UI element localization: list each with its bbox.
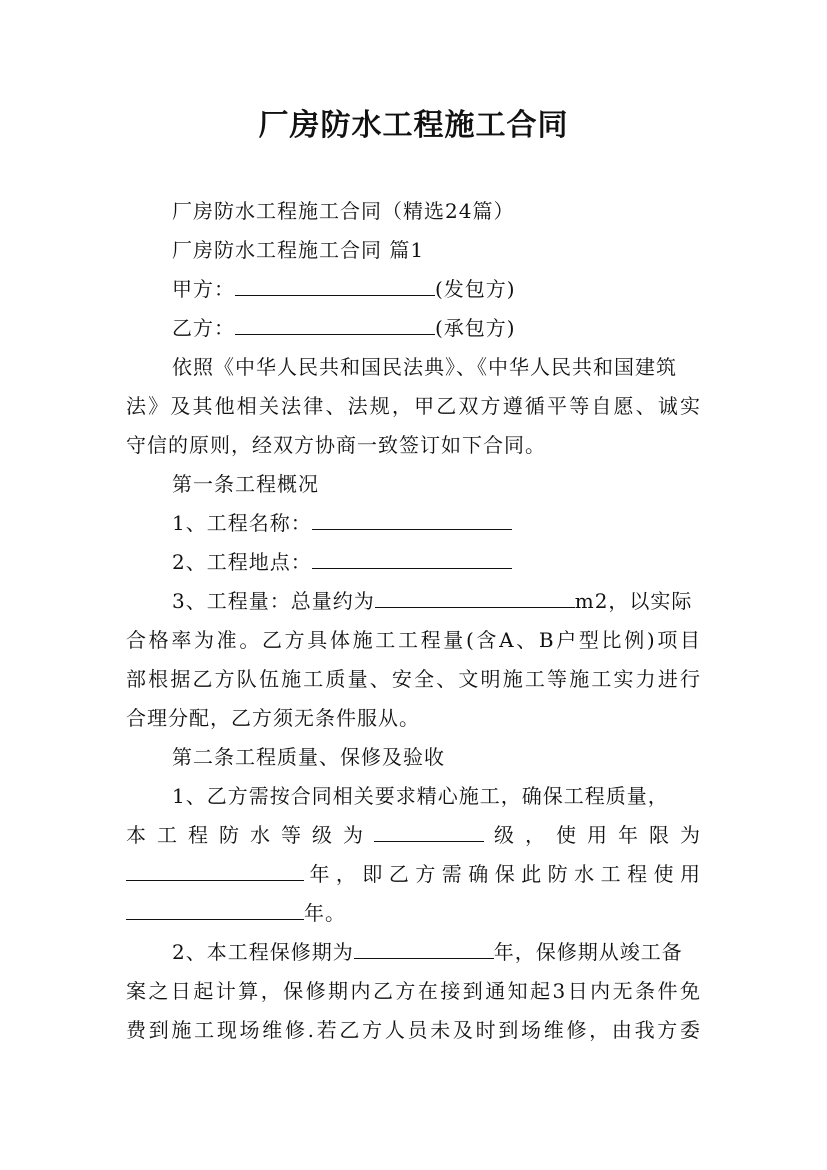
article-1-item-1 bbox=[126, 509, 747, 537]
project-location-blank bbox=[312, 548, 512, 569]
warranty-blank bbox=[354, 938, 494, 959]
article-2-item-1-line-3 bbox=[126, 860, 701, 888]
service-life-suffix: 年，即乙方需确保此防水工程使用 bbox=[304, 862, 701, 886]
article-1-item-3-line-3: 部根据乙方队伍施工质量、安全、文明施工等施工实力进行 bbox=[126, 667, 701, 691]
party-a-label: 甲方： bbox=[172, 277, 235, 301]
intro-line-1: 依照《中华人民共和国民法典》、《中华人民共和国建筑 bbox=[172, 355, 677, 379]
document-subtitle: 厂房防水工程施工合同（精选24篇） bbox=[172, 199, 515, 223]
waterproof-grade-prefix: 本工程防水等级为 bbox=[126, 823, 374, 847]
project-name-blank bbox=[312, 509, 512, 530]
quantity-blank bbox=[375, 587, 575, 608]
waterproof-grade-suffix: 级，使用年限为 bbox=[484, 823, 701, 847]
article-2-heading: 第二条工程质量、保修及验收 bbox=[172, 745, 445, 769]
warranty-suffix: 年，保修期从竣工备 bbox=[493, 940, 683, 964]
project-name-label: 1、工程名称： bbox=[172, 511, 312, 535]
article-2-item-2-line-3: 费到施工现场维修.若乙方人员未及时到场维修，由我方委 bbox=[126, 1018, 701, 1042]
project-location-label: 2、工程地点： bbox=[172, 550, 312, 574]
party-b-line bbox=[126, 314, 747, 342]
intro-line-2: 法》及其他相关法律、法规，甲乙双方遵循平等自愿、诚实 bbox=[126, 394, 701, 418]
article-2-item-1-line-4 bbox=[126, 899, 701, 927]
article-2-item-1-line-1: 1、乙方需按合同相关要求精心施工，确保工程质量， bbox=[172, 784, 669, 808]
party-a-line bbox=[126, 275, 747, 303]
article-1-heading: 第一条工程概况 bbox=[172, 472, 319, 496]
document-title: 厂房防水工程施工合同 bbox=[258, 108, 569, 143]
article-2-item-2-line-2: 案之日起计算，保修期内乙方在接到通知起3日内无条件免 bbox=[126, 979, 701, 1003]
intro-line-3: 守信的原则，经双方协商一致签订如下合同。 bbox=[126, 433, 546, 457]
quantity-prefix: 3、工程量：总量约为 bbox=[172, 589, 375, 613]
service-life-blank bbox=[126, 860, 304, 881]
article-2-item-1-line-2 bbox=[126, 821, 701, 849]
party-b-blank bbox=[235, 314, 435, 335]
usage-years-suffix: 年。 bbox=[304, 901, 346, 925]
party-b-label: 乙方： bbox=[172, 316, 235, 340]
warranty-prefix: 2、本工程保修期为 bbox=[172, 940, 354, 964]
usage-years-blank bbox=[126, 899, 304, 920]
section-heading: 厂房防水工程施工合同 篇1 bbox=[172, 238, 425, 262]
article-2-item-2 bbox=[126, 938, 747, 966]
party-a-suffix: (发包方) bbox=[435, 277, 516, 301]
article-1-item-3-line-2: 合格率为准。乙方具体施工工程量(含A、B户型比例)项目 bbox=[126, 628, 701, 652]
party-b-suffix: (承包方) bbox=[435, 316, 516, 340]
article-1-item-2 bbox=[126, 548, 747, 576]
quantity-suffix: m2，以实际 bbox=[574, 589, 693, 613]
waterproof-grade-blank bbox=[374, 821, 484, 842]
article-1-item-3 bbox=[126, 587, 747, 615]
article-1-item-3-line-4: 合理分配，乙方须无条件服从。 bbox=[126, 706, 420, 730]
party-a-blank bbox=[235, 275, 435, 296]
